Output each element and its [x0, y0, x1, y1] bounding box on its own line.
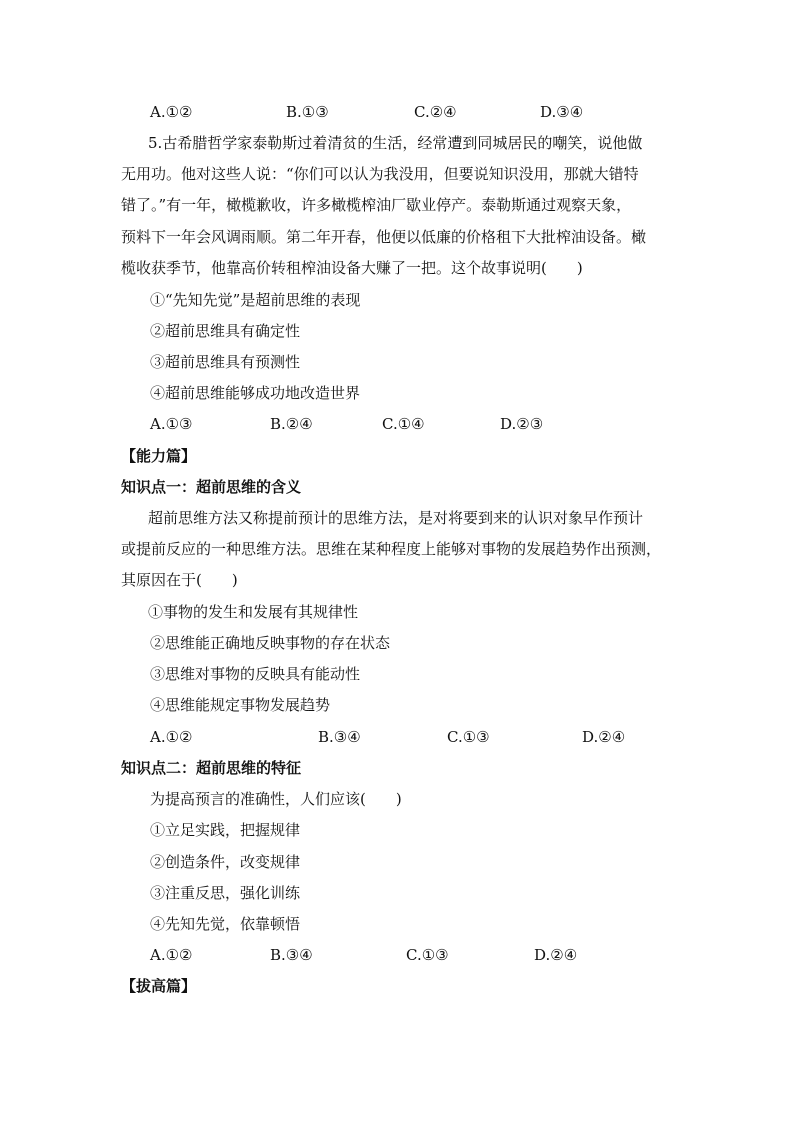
kp1-stem-line: 其原因在于( ) [121, 571, 238, 589]
kp1-item: ②思维能正确地反映事物的存在状态 [150, 634, 391, 652]
section-heading-advanced: 【拔高篇】 [121, 977, 197, 995]
q5-stem-line: 5.古希腊哲学家泰勒斯过着清贫的生活，经常遭到同城居民的嘲笑，说他做 [148, 134, 643, 152]
q5-stem-line: 无用功。他对这些人说：“你们可以认为我没用，但要说知识没用，那就大错特 [121, 165, 639, 183]
kp2-item: ①立足实践，把握规律 [150, 821, 301, 839]
kp2-option-a: A.①② [150, 946, 193, 964]
kp2-heading: 知识点二：超前思维的特征 [121, 759, 302, 777]
kp1-item: ④思维能规定事物发展趋势 [150, 696, 331, 714]
kp2-item: ②创造条件，改变规律 [150, 853, 301, 871]
q5-option-c: C.①④ [382, 415, 425, 433]
q5-item: ④超前思维能够成功地改造世界 [150, 384, 361, 402]
kp2-item: ③注重反思，强化训练 [150, 884, 301, 902]
q4-option-b: B.①③ [286, 103, 329, 121]
kp1-option-d: D.②④ [582, 728, 626, 746]
q5-option-a: A.①③ [150, 415, 193, 433]
kp1-stem-line: 或提前反应的一种思维方法。思维在某种程度上能够对事物的发展趋势作出预测， [121, 540, 662, 558]
kp1-stem-line: 超前思维方法又称提前预计的思维方法，是对将要到来的认识对象早作预计 [148, 509, 644, 527]
kp2-stem-line: 为提高预言的准确性，人们应该( ) [150, 790, 402, 808]
q5-stem-line: 预料下一年会风调雨顺。第二年开春，他便以低廉的价格租下大批榨油设备。橄 [121, 228, 647, 246]
kp1-item: ③思维对事物的反映具有能动性 [150, 665, 361, 683]
q5-item: ②超前思维具有确定性 [150, 322, 301, 340]
kp2-item: ④先知先觉，依靠顿悟 [150, 915, 301, 933]
kp1-option-a: A.①② [150, 728, 193, 746]
kp1-option-c: C.①③ [447, 728, 490, 746]
q5-stem-line: 榄收获季节，他靠高价转租榨油设备大赚了一把。这个故事说明( ) [121, 259, 583, 277]
q5-stem-line: 错了。”有一年，橄榄歉收，许多橄榄榨油厂歇业停产。泰勒斯通过观察天象， [121, 196, 632, 214]
kp1-option-b: B.③④ [318, 728, 361, 746]
section-heading-ability: 【能力篇】 [121, 447, 197, 465]
kp2-option-d: D.②④ [534, 946, 578, 964]
q5-option-d: D.②③ [500, 415, 544, 433]
kp1-item: ①事物的发生和发展有其规律性 [148, 603, 359, 621]
q5-item: ③超前思维具有预测性 [150, 353, 301, 371]
q5-item: ①“先知先觉”是超前思维的表现 [150, 291, 361, 309]
kp2-option-b: B.③④ [270, 946, 313, 964]
q4-option-d: D.③④ [540, 103, 584, 121]
kp2-option-c: C.①③ [406, 946, 449, 964]
kp1-heading: 知识点一：超前思维的含义 [121, 478, 302, 496]
q5-option-b: B.②④ [270, 415, 313, 433]
q4-option-c: C.②④ [414, 103, 457, 121]
q4-option-a: A.①② [150, 103, 193, 121]
